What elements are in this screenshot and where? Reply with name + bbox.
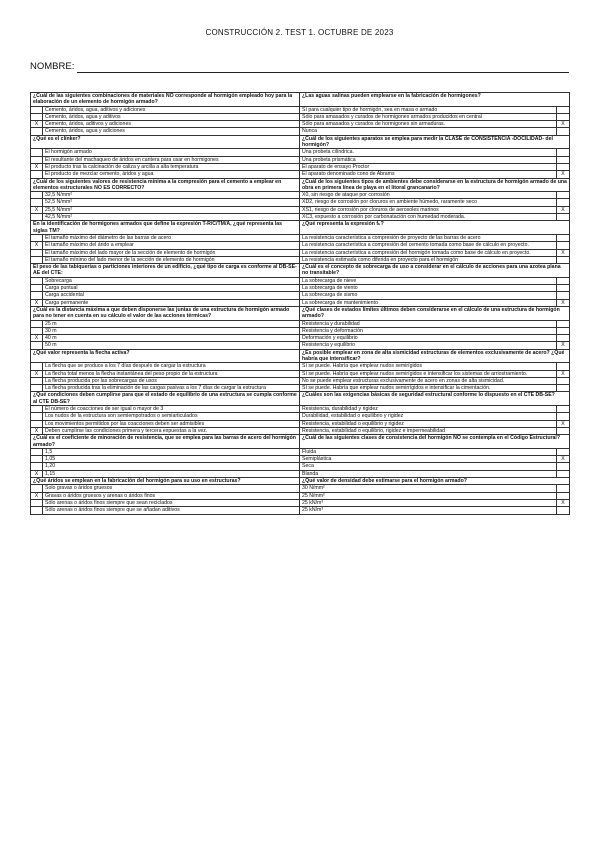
right-answer-text: La resistencia característica a compresión del hormigón tomada como base de cálculo en proyecto. — [300, 249, 557, 256]
right-answer-text: La sobrecarga de mantenimiento — [300, 299, 557, 306]
left-answer-mark[interactable] — [31, 413, 43, 420]
left-answer-mark[interactable] — [31, 292, 43, 299]
right-answer-text: XD2, riesgo de corrosión por cloruros en ambiente húmedo, raramente seco — [300, 199, 557, 206]
question-row — [31, 392, 570, 406]
left-answer-text: El tamaño máximo del árido a emplear — [43, 242, 300, 249]
right-answer-mark[interactable] — [557, 156, 570, 163]
left-answer-text: Cemento, áridos, agua y adiciones — [43, 128, 300, 135]
left-question: ¿Qué áridos se emplean en la fabricación del hormigón para su uso en estructuras? — [31, 478, 300, 485]
right-answer-text: 25 N/mm² — [300, 492, 557, 499]
right-answer-mark[interactable] — [557, 492, 570, 499]
right-answer-text: Resistencia y durabilidad — [300, 320, 557, 327]
right-question: ¿Cuál de los siguientes tipos de ambientes debe considerarse en la estructura de hormigón armado de una obra en primera línea de playa en el litoral grancanario? — [300, 178, 570, 192]
answer-row — [31, 492, 570, 499]
right-answer-mark[interactable] — [557, 106, 570, 113]
left-answer-mark[interactable] — [31, 385, 43, 392]
left-answer-text: Sobrecarga — [43, 277, 300, 284]
left-answer-mark[interactable] — [31, 327, 43, 334]
right-answer-text: Fluida — [300, 448, 557, 455]
left-answer-text: La flecha que se produce a los 7 días después de cargar la estructura — [43, 363, 300, 370]
answer-row — [31, 256, 570, 263]
right-answer-text: La resistencia característica a compresión de proyecto de las barras de acero — [300, 234, 557, 241]
right-answer-mark[interactable] — [557, 507, 570, 514]
right-answer-text: Sí se puede. Habría que emplear nudos semirígidos — [300, 363, 557, 370]
left-answer-mark[interactable] — [31, 377, 43, 384]
right-answer-text: Deformación y equilibrio — [300, 335, 557, 342]
left-answer-text: La flecha total menos la flecha instantánea del peso propio de la estructura — [43, 370, 300, 377]
right-answer-text: Sólo para amasados y curados de hormigones armados producidos en central — [300, 113, 557, 120]
right-answer-mark[interactable] — [557, 192, 570, 199]
right-answer-mark[interactable]: X — [557, 121, 570, 128]
left-answer-text: Carga puntual — [43, 285, 300, 292]
left-answer-mark[interactable] — [31, 214, 43, 221]
left-answer-text: Sólo arenas o áridos finos siempre que sean reciclados — [43, 499, 300, 506]
answer-row — [31, 121, 570, 128]
answer-row — [31, 448, 570, 455]
left-answer-text: 50 m — [43, 342, 300, 349]
left-answer-text: 30 m — [43, 327, 300, 334]
right-answer-mark[interactable] — [557, 470, 570, 477]
right-answer-mark[interactable] — [557, 128, 570, 135]
answer-row — [31, 292, 570, 299]
left-answer-text: 1,20 — [43, 463, 300, 470]
answer-row — [31, 499, 570, 506]
answer-row — [31, 427, 570, 434]
left-question: ¿Qué valor representa la flecha activa? — [31, 349, 300, 363]
right-answer-mark[interactable] — [557, 320, 570, 327]
right-answer-mark[interactable] — [557, 406, 570, 413]
left-answer-text: La flecha producida por las sobrecargas de usos — [43, 377, 300, 384]
answer-row — [31, 463, 570, 470]
answer-row — [31, 363, 570, 370]
left-answer-text: El tamaño mínimo del lado menor de la sección de elemento de hormigón — [43, 256, 300, 263]
right-question: ¿Cuáles son las exigencias básicas de seguridad estructural conforme lo dispuesto en el CTE DB-SE? — [300, 392, 570, 406]
right-answer-mark[interactable] — [557, 277, 570, 284]
answer-row — [31, 106, 570, 113]
right-answer-mark[interactable] — [557, 256, 570, 263]
right-answer-text: Seca — [300, 463, 557, 470]
left-answer-mark[interactable] — [31, 448, 43, 455]
left-answer-mark[interactable] — [31, 485, 43, 492]
right-answer-text: La resistencia estimada como diferida en proyecto para el hormigón — [300, 256, 557, 263]
left-answer-mark[interactable] — [31, 234, 43, 241]
right-answer-text: Durabilidad, estabilidad o equilibrio y rigidez — [300, 413, 557, 420]
left-answer-mark[interactable] — [31, 285, 43, 292]
left-answer-mark[interactable] — [31, 363, 43, 370]
right-answer-text: La sobrecarga de viento — [300, 285, 557, 292]
left-answer-text: El producto de mezclar cemento, áridos y agua — [43, 171, 300, 178]
left-answer-mark[interactable]: X — [31, 242, 43, 249]
right-answer-text: El aparato denominado cono de Abrams — [300, 171, 557, 178]
right-answer-text: El aparato de ensayo Proctor — [300, 163, 557, 170]
left-question: ¿Cuál es el coeficiente de minoración de resistencia, que se emplea para las barras de acero del hormigón armado? — [31, 435, 300, 449]
answer-row — [31, 342, 570, 349]
left-answer-mark[interactable] — [31, 171, 43, 178]
left-answer-text: Solo gravas o áridos gruesos — [43, 485, 300, 492]
right-answer-mark[interactable] — [557, 485, 570, 492]
left-answer-mark[interactable] — [31, 199, 43, 206]
left-answer-text: 1,05 — [43, 456, 300, 463]
right-answer-mark[interactable]: X — [557, 342, 570, 349]
question-row — [31, 135, 570, 149]
answer-row — [31, 163, 570, 170]
question-row — [31, 178, 570, 192]
left-answer-text: El producto tras la calcinación de caliza y arcilla a alta temperatura — [43, 163, 300, 170]
answer-row — [31, 320, 570, 327]
right-answer-text: XS1, riesgo de corrosión por cloruros de aerosoles marinos — [300, 206, 557, 213]
left-answer-mark[interactable]: X — [31, 470, 43, 477]
right-answer-mark[interactable] — [557, 242, 570, 249]
right-answer-text: X0, sin riesgo de ataque por corrosión — [300, 192, 557, 199]
right-answer-mark[interactable] — [557, 448, 570, 455]
right-question: ¿Cuál de los siguientes aparatos se emplea para medir la CLASE de CONSISTENCIA -DOCILIDAD- del hormigón? — [300, 135, 570, 149]
answer-row — [31, 156, 570, 163]
right-answer-text: Nunca — [300, 128, 557, 135]
left-answer-text: Cemento, áridos, agua, aditivos y adiciones — [43, 106, 300, 113]
left-answer-mark[interactable] — [31, 320, 43, 327]
left-answer-text: El resultante del machaqueo de áridos en cantera para usar en hormigones — [43, 156, 300, 163]
left-answer-mark[interactable] — [31, 342, 43, 349]
right-answer-text: La resistencia característica a compresión del cemento tomada como base de cálculo en proyecto. — [300, 242, 557, 249]
answer-row — [31, 377, 570, 384]
left-answer-mark[interactable] — [31, 456, 43, 463]
left-question: ¿Cuál de los siguientes valores de resistencia mínima a la compresión para el cemento a emplear en elementos estructurales NO ES CORRECTO? — [31, 178, 300, 192]
right-question: ¿Qué clases de estados límites últimos deben considerarse en el cálculo de una estructura de hormigón armado? — [300, 306, 570, 320]
right-answer-text: 25 kN/m³ — [300, 499, 557, 506]
left-answer-text: 25,5 N/mm² — [43, 206, 300, 213]
answer-row — [31, 327, 570, 334]
question-row — [31, 264, 570, 278]
right-answer-text: Una probeta cilíndrica. — [300, 149, 557, 156]
left-answer-text: El hormigón armado — [43, 149, 300, 156]
left-answer-mark[interactable]: X — [31, 121, 43, 128]
right-answer-mark[interactable] — [557, 163, 570, 170]
left-answer-mark[interactable] — [31, 420, 43, 427]
left-answer-mark[interactable]: X — [31, 163, 43, 170]
right-question: ¿Las aguas salinas pueden emplearse en la fabricación de hormigones? — [300, 93, 570, 107]
answer-row — [31, 128, 570, 135]
right-answer-text: Sí para cualquier tipo de hormigón, sea en masa o armado — [300, 106, 557, 113]
right-answer-mark[interactable]: X — [557, 420, 570, 427]
left-answer-mark[interactable] — [31, 406, 43, 413]
answer-row — [31, 242, 570, 249]
answer-row — [31, 370, 570, 377]
answer-row — [31, 406, 570, 413]
left-answer-mark[interactable] — [31, 113, 43, 120]
answer-row — [31, 171, 570, 178]
left-answer-mark[interactable] — [31, 249, 43, 256]
name-line[interactable] — [77, 72, 569, 73]
right-answer-mark[interactable] — [557, 113, 570, 120]
question-row — [31, 93, 570, 107]
left-question: ¿Qué es el clínker? — [31, 135, 300, 149]
left-answer-text: El tamaño máximo del lado mayor de la sección de elemento de hormigón — [43, 249, 300, 256]
left-answer-mark[interactable]: X — [31, 492, 43, 499]
question-row — [31, 435, 570, 449]
answer-row — [31, 214, 570, 221]
right-answer-mark[interactable]: X — [557, 299, 570, 306]
right-answer-mark[interactable] — [557, 463, 570, 470]
right-answer-mark[interactable] — [557, 385, 570, 392]
left-answer-mark[interactable] — [31, 106, 43, 113]
left-answer-text: La flecha producida tras la eliminación de las cargas pasivas a los 7 días de cargar la estructura — [43, 385, 300, 392]
answer-row — [31, 299, 570, 306]
left-answer-mark[interactable] — [31, 128, 43, 135]
right-answer-text: Resistencia, estabilidad o equilibrio, rigidez e impermeabilidad — [300, 427, 557, 434]
answer-row — [31, 149, 570, 156]
answer-row — [31, 413, 570, 420]
right-answer-text: Resistencia y equilibrio — [300, 342, 557, 349]
left-answer-text: Deben cumplirse las condiciones primera y tercera expuestas a la vez. — [43, 427, 300, 434]
left-question: ¿Qué condiciones deben cumplirse para que el estado de equilibrio de una estructura se cumpla conforme al CTE DB-SE? — [31, 392, 300, 406]
answer-row — [31, 285, 570, 292]
answer-row — [31, 420, 570, 427]
left-answer-mark[interactable]: X — [31, 299, 43, 306]
left-answer-text: Gravas o áridos gruesos y arenas o áridos finos — [43, 492, 300, 499]
left-answer-mark[interactable]: X — [31, 335, 43, 342]
right-answer-text: La sobrecarga de sismo — [300, 292, 557, 299]
left-answer-text: Cemento, áridos, aditivos y adiciones — [43, 121, 300, 128]
left-answer-mark[interactable] — [31, 463, 43, 470]
answer-row — [31, 113, 570, 120]
left-answer-text: Carga permanente — [43, 299, 300, 306]
left-answer-text: 40 m — [43, 335, 300, 342]
answer-row — [31, 192, 570, 199]
right-answer-mark[interactable]: X — [557, 249, 570, 256]
left-answer-text: Los nudos de la estructura son semiempotrados o semiarticulados — [43, 413, 300, 420]
left-answer-text: El número de coacciones de ser igual o mayor de 3 — [43, 406, 300, 413]
right-answer-mark[interactable] — [557, 149, 570, 156]
left-question: ¿Cuál es la distancia máxima a que deben disponerse las juntas de una estructura de hormigón armado para no tener en cuenta en su cálculo el valor de las acciones térmicas? — [31, 306, 300, 320]
right-answer-mark[interactable] — [557, 327, 570, 334]
right-question: ¿Cuál es el concepto de sobrecarga de uso a considerar en el cálculo de acciones para una azotea plana no transitable? — [300, 264, 570, 278]
left-question: El peso de las tabiquerías o particiones interiores de un edificio, ¿qué tipo de carga es conforme al DB-SE-AE del CTE: — [31, 264, 300, 278]
right-answer-mark[interactable] — [557, 363, 570, 370]
right-answer-text: Resistencia y deformación — [300, 327, 557, 334]
test-title: CONSTRUCCIÓN 2. TEST 1. OCTUBRE DE 2023 — [205, 28, 394, 37]
right-answer-mark[interactable] — [557, 413, 570, 420]
answer-row — [31, 485, 570, 492]
right-answer-text: 30 N/mm² — [300, 485, 557, 492]
right-answer-mark[interactable] — [557, 377, 570, 384]
left-answer-mark[interactable] — [31, 277, 43, 284]
right-answer-text: Semiplástica — [300, 456, 557, 463]
left-answer-text: El tamaño máximo del diámetro de las barras de acero — [43, 234, 300, 241]
right-answer-text: 25 kN/m³ — [300, 507, 557, 514]
left-answer-text: 42,5 N/mm² — [43, 214, 300, 221]
answer-row — [31, 507, 570, 514]
question-row — [31, 349, 570, 363]
left-answer-text: 1,5 — [43, 448, 300, 455]
question-row — [31, 478, 570, 485]
right-question: ¿Qué representa la expresión fₖ? — [300, 221, 570, 235]
right-answer-mark[interactable] — [557, 199, 570, 206]
left-question: ¿Cuál de las siguientes combinaciones de materiales NO corresponde al hormigón empleado hoy para la elaboración de un elemento de hormigón armado? — [31, 93, 300, 107]
left-answer-mark[interactable] — [31, 256, 43, 263]
right-question: ¿Qué valor de densidad debe estimarse para el hormigón armado? — [300, 478, 570, 485]
left-answer-mark[interactable] — [31, 149, 43, 156]
left-answer-mark[interactable] — [31, 156, 43, 163]
left-answer-text: Los movimientos permitidos por las coacciones deben ser admisibles — [43, 420, 300, 427]
left-answer-text: Cemento, áridos, agua y aditivos — [43, 113, 300, 120]
right-answer-text: Resistencia, durabilidad y rigidez — [300, 406, 557, 413]
right-answer-mark[interactable]: X — [557, 456, 570, 463]
left-answer-text: Carga accidental — [43, 292, 300, 299]
left-answer-text: 1,15 — [43, 470, 300, 477]
left-answer-text: 32,5 N/mm² — [43, 192, 300, 199]
left-answer-text: Sólo arenas o áridos finos siempre que se añadan aditivos — [43, 507, 300, 514]
right-answer-text: Resistencia, estabilidad o equilibrio y rigidez — [300, 420, 557, 427]
right-answer-mark[interactable] — [557, 292, 570, 299]
question-table — [30, 92, 570, 515]
answer-row — [31, 470, 570, 477]
right-answer-text: XC3, expuesto a corrosión por carbonatación con humedad moderada. — [300, 214, 557, 221]
left-answer-mark[interactable]: X — [31, 427, 43, 434]
right-question: ¿Es posible emplear en zona de alta sismicidad estructuras de elementos exclusivamente de acero? ¿Qué habría que intensificar? — [300, 349, 570, 363]
left-answer-mark[interactable]: X — [31, 370, 43, 377]
right-question: ¿Cuál de las siguientes clases de consistencia del hormigón NO se contempla en el Código Estructural? — [300, 435, 570, 449]
left-answer-mark[interactable]: X — [31, 206, 43, 213]
question-row — [31, 306, 570, 320]
right-answer-text: Sólo para amasados y curados de hormigones sin armaduras. — [300, 121, 557, 128]
left-question: En la identificación de hormigones armados que define la expresión T-R/C/TM/A, ¿qué representa las siglas TM? — [31, 221, 300, 235]
right-answer-mark[interactable]: X — [557, 499, 570, 506]
name-label: NOMBRE: — [30, 61, 75, 72]
answer-row — [31, 199, 570, 206]
answer-row — [31, 385, 570, 392]
right-answer-mark[interactable] — [557, 427, 570, 434]
answer-row — [31, 206, 570, 213]
right-answer-mark[interactable]: X — [557, 370, 570, 377]
right-answer-mark[interactable] — [557, 335, 570, 342]
right-answer-mark[interactable] — [557, 214, 570, 221]
right-answer-text: Una probeta prismática — [300, 156, 557, 163]
right-answer-mark[interactable]: X — [557, 206, 570, 213]
right-answer-text: No se puede emplear estructuras exclusivamente de acero en zonas de alta sismicidad. — [300, 377, 557, 384]
answer-row — [31, 249, 570, 256]
answer-row — [31, 234, 570, 241]
answer-row — [31, 456, 570, 463]
left-answer-text: 25 m — [43, 320, 300, 327]
left-answer-mark[interactable] — [31, 499, 43, 506]
right-answer-mark[interactable] — [557, 285, 570, 292]
right-answer-text: Blanda — [300, 470, 557, 477]
answer-row — [31, 277, 570, 284]
left-answer-text: 52,5 N/mm² — [43, 199, 300, 206]
left-answer-mark[interactable] — [31, 192, 43, 199]
left-answer-mark[interactable] — [31, 507, 43, 514]
right-answer-mark[interactable] — [557, 234, 570, 241]
question-row — [31, 221, 570, 235]
right-answer-text: Sí se puede. Habría que emplear nudos semirrígidos e intensificar la cimentación. — [300, 385, 557, 392]
answer-row — [31, 335, 570, 342]
right-answer-text: La sobrecarga de nieve — [300, 277, 557, 284]
right-answer-mark[interactable]: X — [557, 171, 570, 178]
right-answer-text: Sí se puede. Habría que emplear nudos semirígidos e intensificar los sistemas de arriostramiento. — [300, 370, 557, 377]
